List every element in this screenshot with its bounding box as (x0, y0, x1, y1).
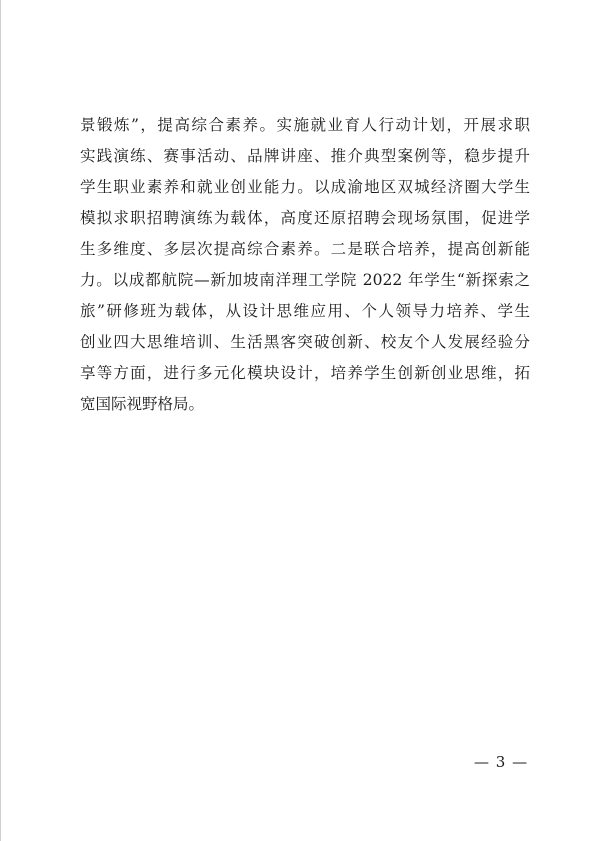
paragraph-line: 景锻炼”，提高综合素养。实施就业育人行动计划，开展求职 (80, 116, 530, 134)
page-number: — 3 — (474, 753, 529, 771)
paragraph-line: 享等方面，进行多元化模块设计，培养学生创新创业思维，拓 (80, 364, 530, 382)
body-paragraph (80, 110, 530, 420)
paragraph-line: 生多维度、多层次提高综合素养。二是联合培养，提高创新能 (80, 240, 530, 258)
paragraph-line: 实践演练、赛事活动、品牌讲座、推介典型案例等，稳步提升 (80, 147, 530, 165)
paragraph-line: 力。以成都航院—新加坡南洋理工学院 2022 年学生“新探索之 (80, 271, 530, 289)
page-edge (0, 0, 1, 841)
paragraph-line: 宽国际视野格局。 (80, 395, 205, 413)
paragraph-line: 模拟求职招聘演练为载体，高度还原招聘会现场氛围，促进学 (80, 209, 530, 227)
paragraph-line: 旅”研修班为载体，从设计思维应用、个人领导力培养、学生 (80, 302, 530, 320)
paragraph-line: 学生职业素养和就业创业能力。以成渝地区双城经济圈大学生 (80, 178, 530, 196)
paragraph-line: 创业四大思维培训、生活黑客突破创新、校友个人发展经验分 (80, 333, 530, 351)
